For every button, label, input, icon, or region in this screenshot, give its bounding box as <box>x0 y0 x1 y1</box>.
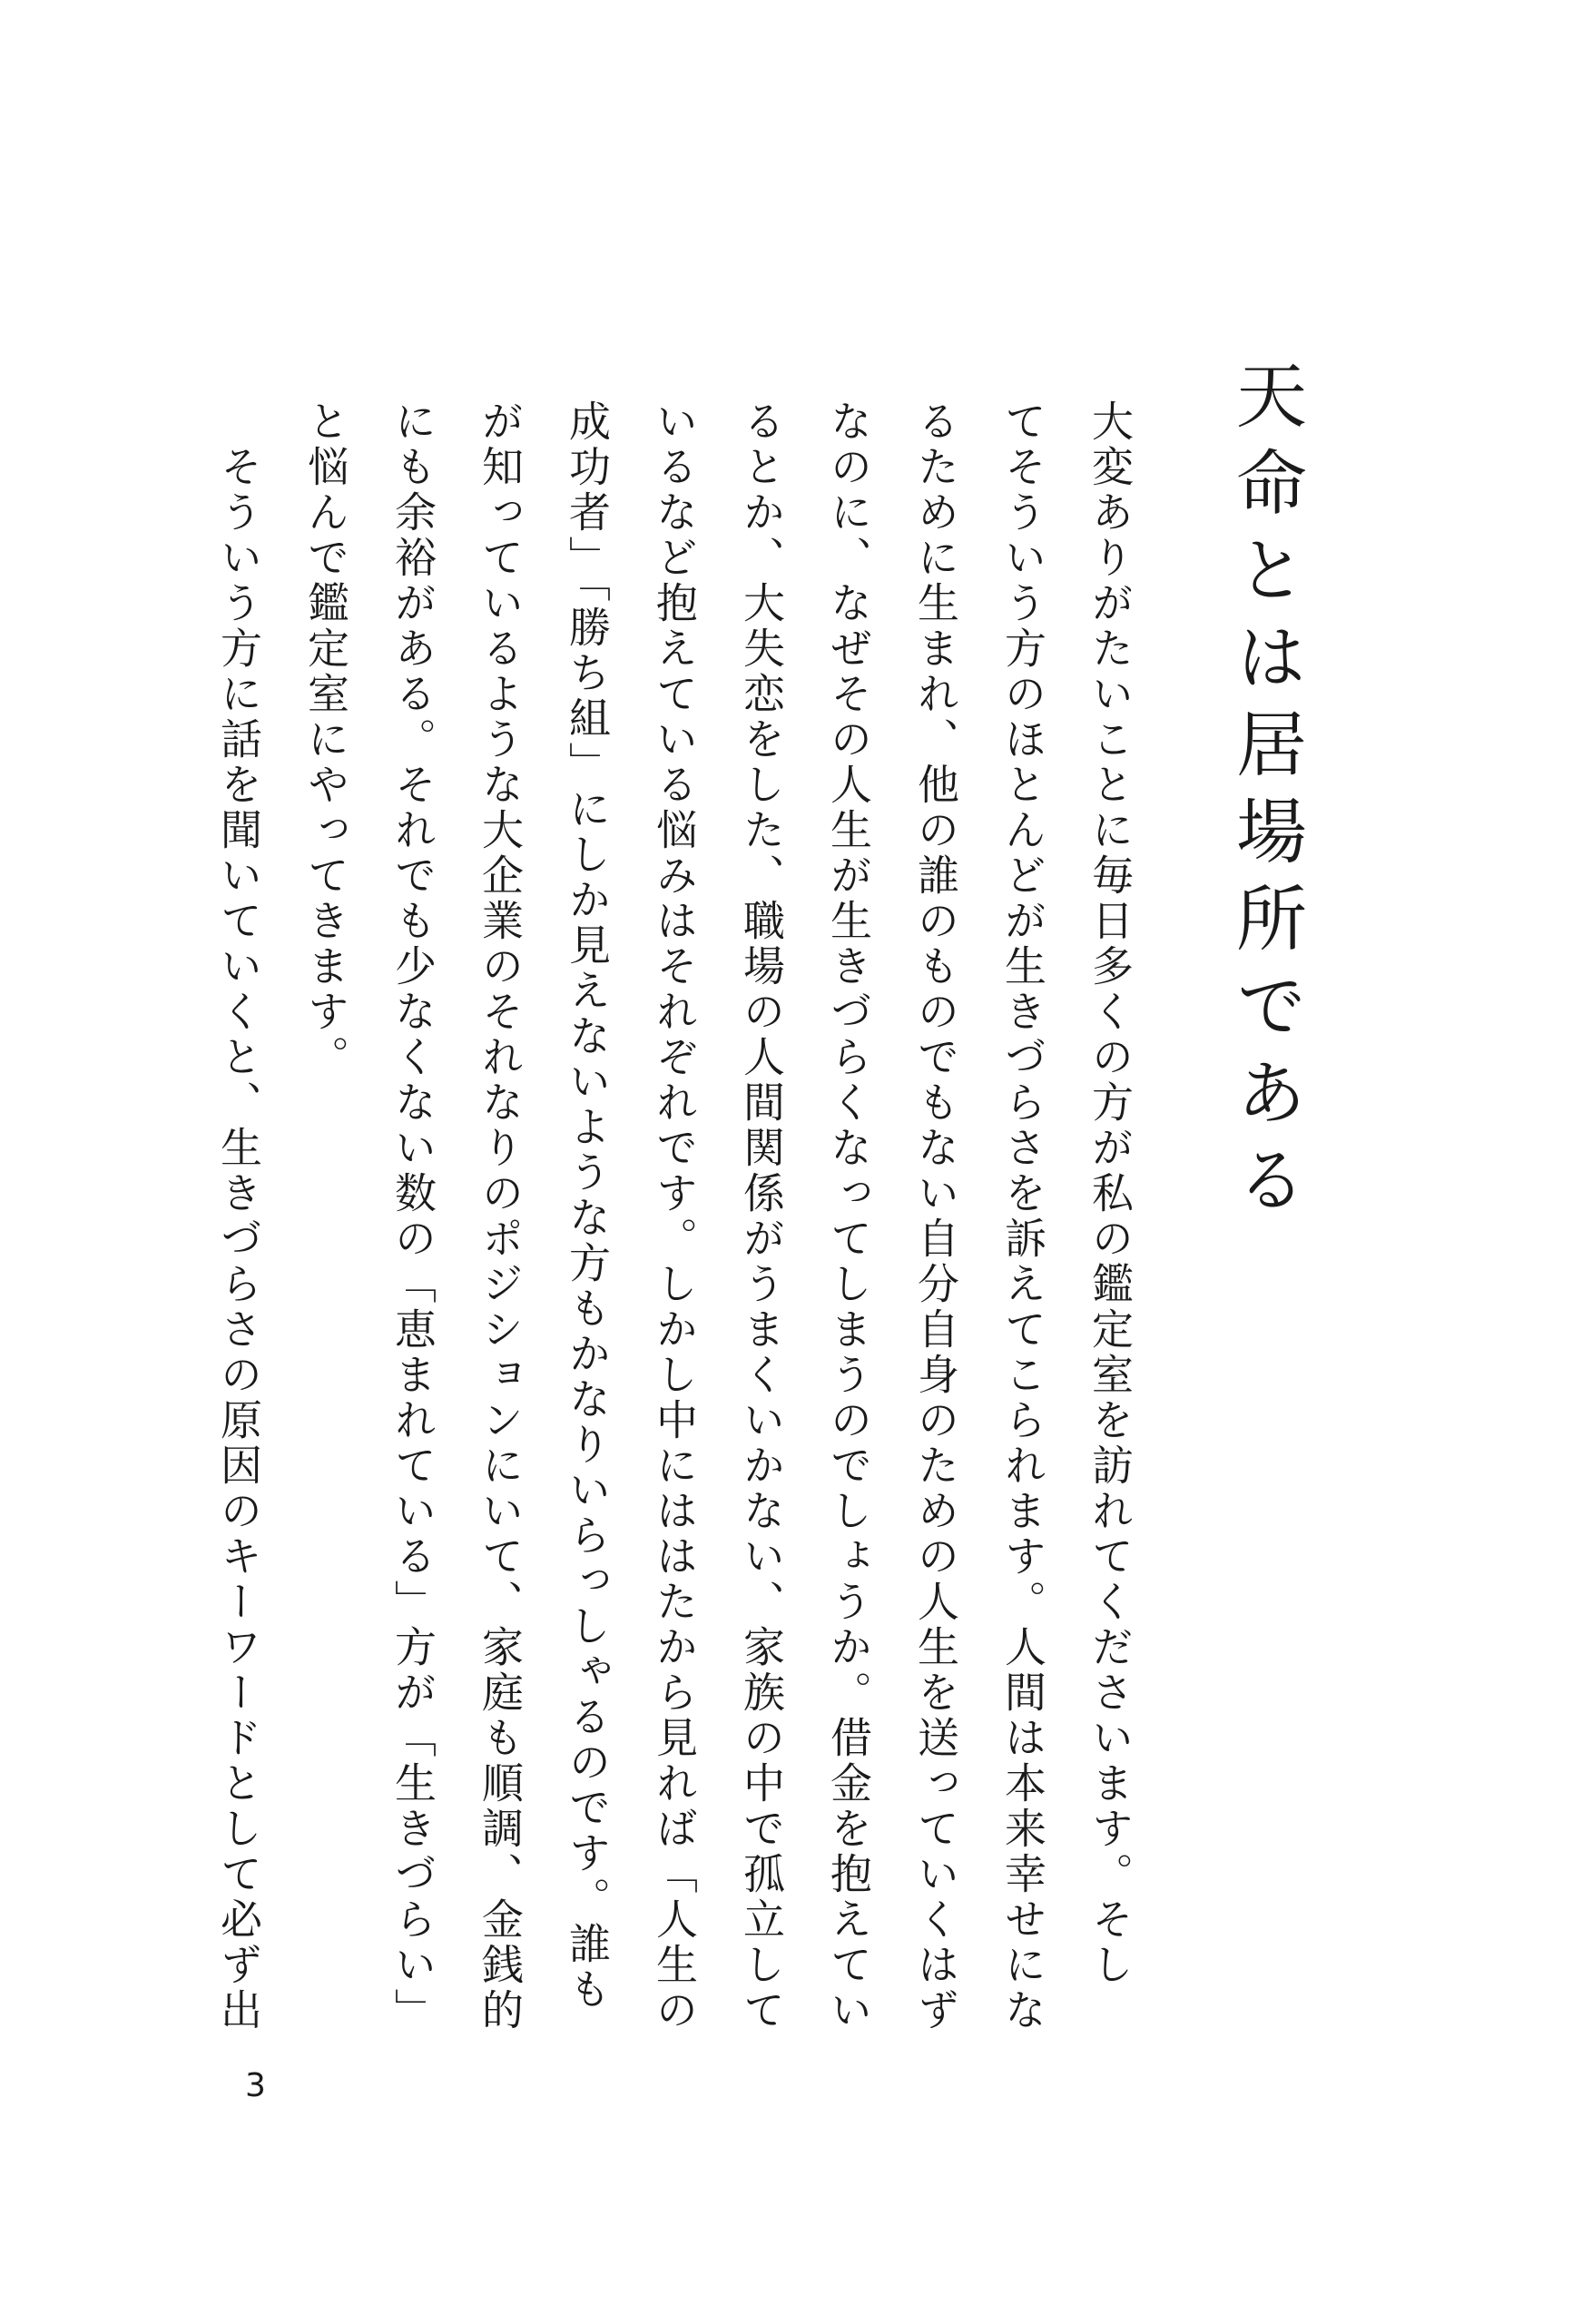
body-line-7: 成功者」「勝ち組」にしか見えないような方もかなりいらっしゃるのです。誰も <box>563 399 612 2013</box>
body-line-2: てそういう方のほとんどが生きづらさを訴えてこられます。人間は本来幸せにな <box>998 399 1047 2034</box>
body-line-5: るとか、大失恋をした、職場の人間関係がうまくいかない、家族の中で孤立して <box>737 399 786 2034</box>
body-line-8: が知っているような大企業のそれなりのポジションにいて、家庭も順調、金銭的 <box>476 399 525 2034</box>
page-number: 3 <box>245 2067 266 2104</box>
body-line-6: いるなど抱えている悩みはそれぞれです。しかし中にははたから見れば「人生の <box>650 399 699 2034</box>
body-line-10: と悩んで鑑定室にやってきます。 <box>301 399 350 1080</box>
body-line-11: そういう方に話を聞いていくと、生きづらさの原因のキーワードとして必ず出 <box>214 399 263 2034</box>
body-line-4: なのに、なぜその人生が生きづらくなってしまうのでしょうか。借金を抱えてい <box>824 399 873 2034</box>
chapter-title: 天命とは居場所である <box>1224 359 1306 1230</box>
body-line-9: にも余裕がある。それでも少なくない数の「恵まれている」方が「生きづらい」 <box>388 399 437 2034</box>
body-line-3: るために生まれ、他の誰のものでもない自分自身のための人生を送っていくはず <box>911 399 960 2034</box>
body-line-1: 大変ありがたいことに毎日多くの方が私の鑑定室を訪れてくださいます。そし <box>1086 399 1135 1988</box>
